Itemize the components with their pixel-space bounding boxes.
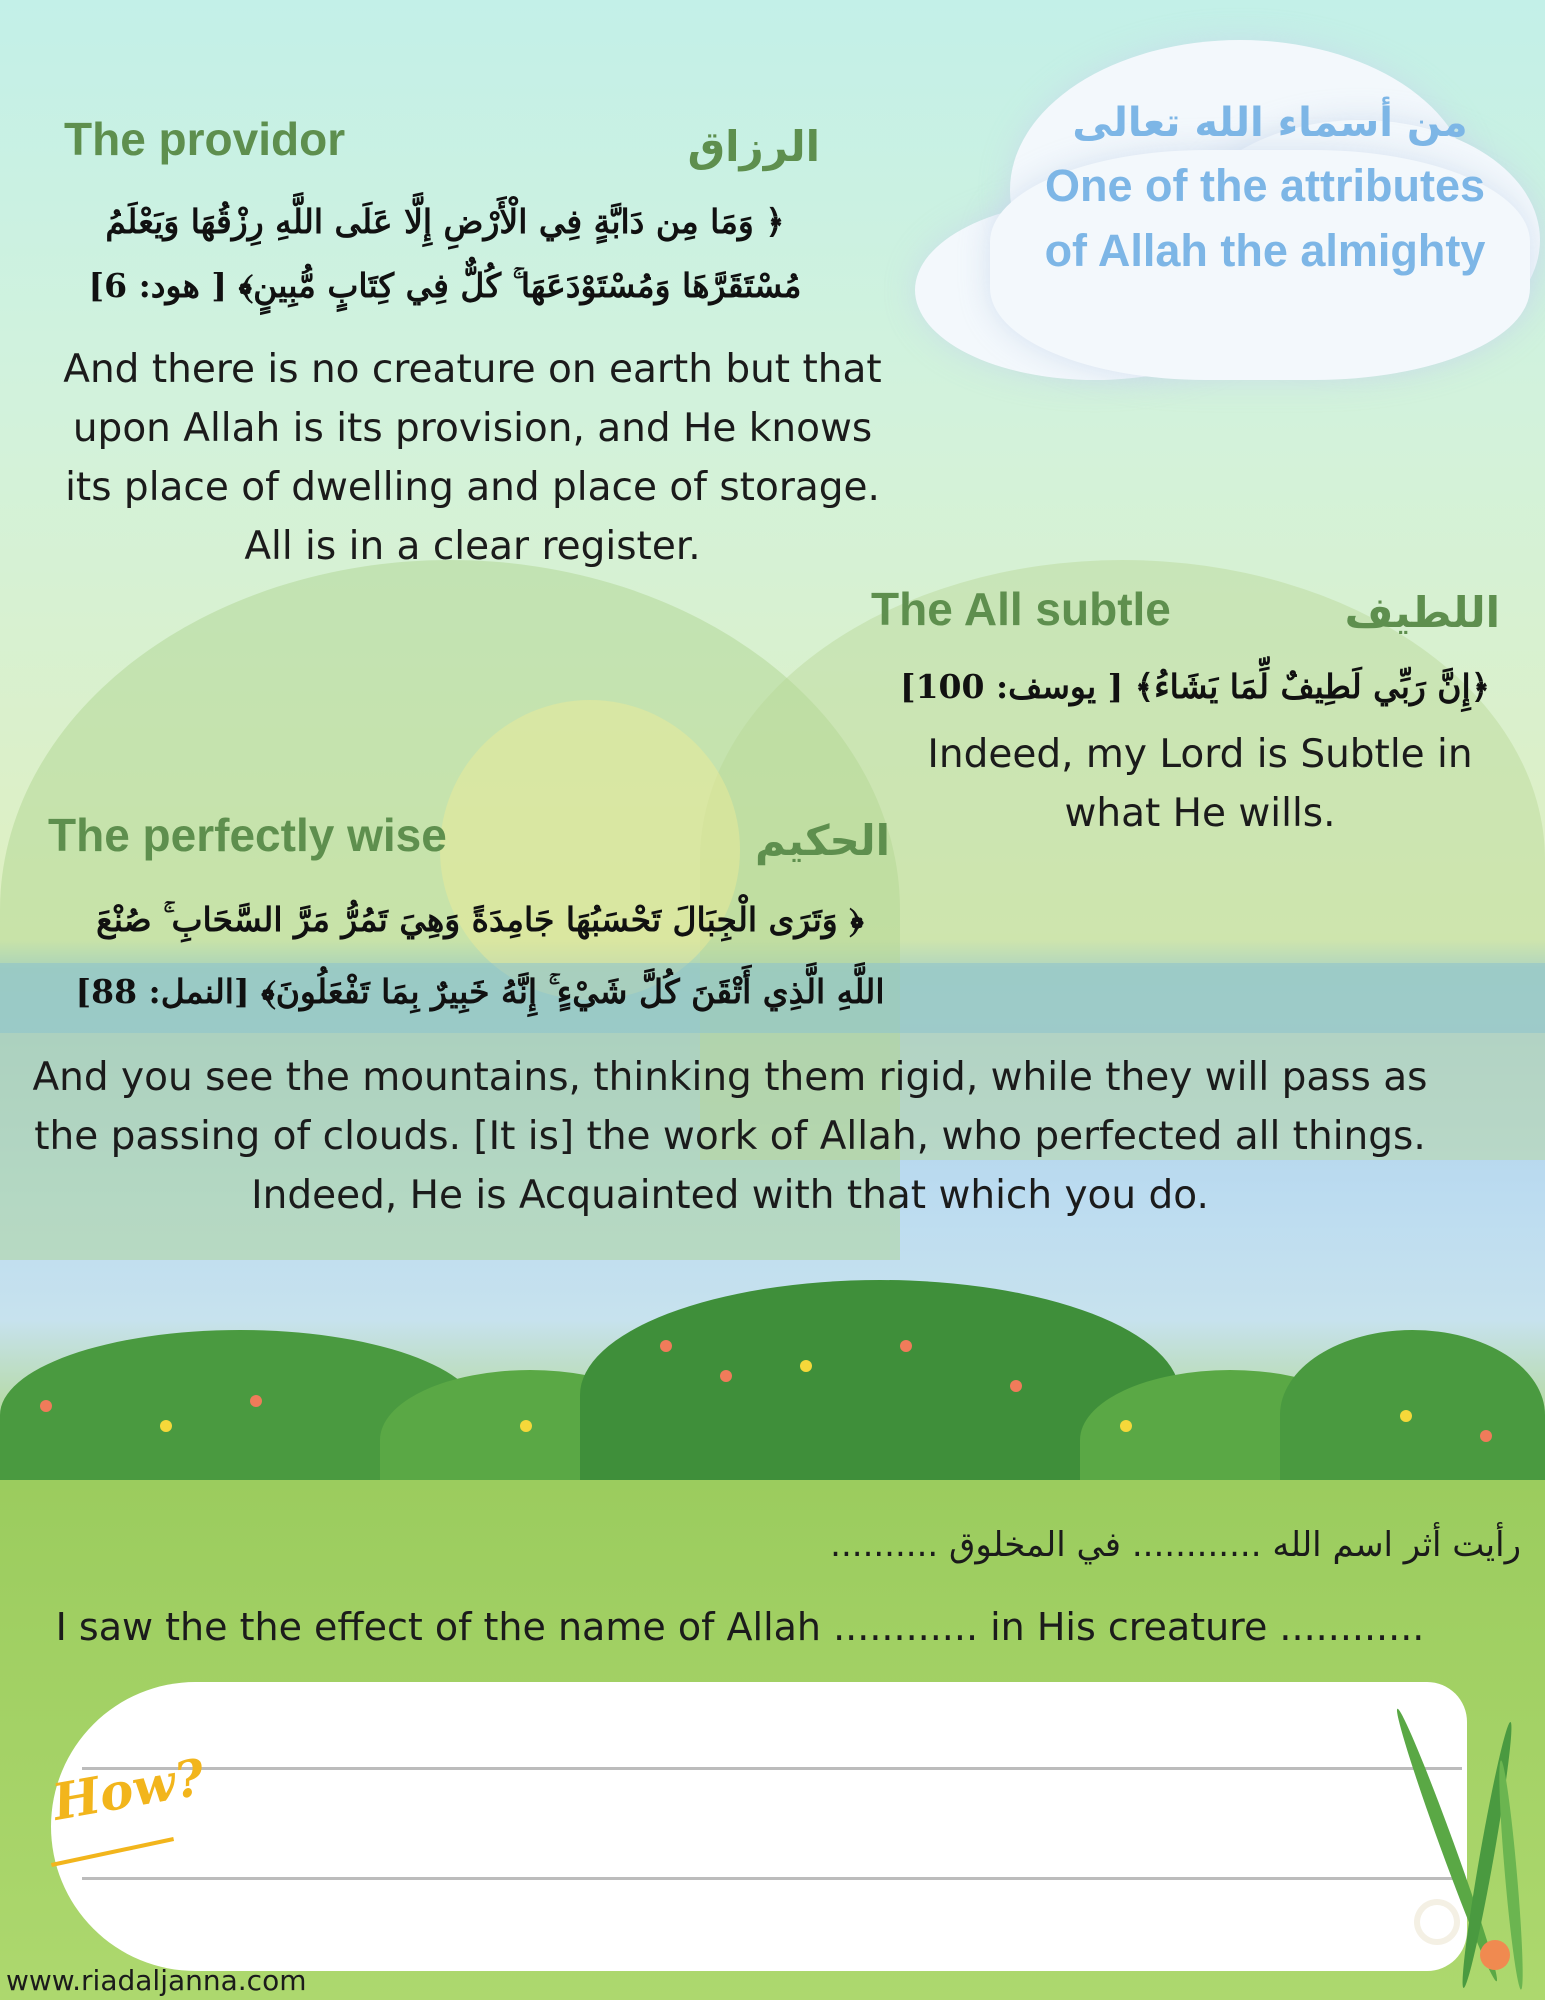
name-1-translation: And there is no creature on earth but that upon Allah is its provision, and He knows its place of dwelling and place of storage. All is in a clear register. — [63, 347, 882, 569]
name-2-verse: ﴿إِنَّ رَبِّي لَطِيفٌ لِّمَا يَشَاءُ﴾ [ يوسف: 100] — [899, 667, 1491, 706]
flower-icon — [1480, 1940, 1510, 1970]
sun — [440, 700, 740, 1000]
name-3-verse-line-1: ﴿ وَتَرَى الْجِبَالَ تَحْسَبُهَا جَامِدَةً وَهِيَ تَمُرُّ مَرَّ السَّحَابِ ۚ صُنْعَ — [96, 900, 864, 939]
prompt-en: I saw the the effect of the name of Allah ............ in His creature ............ — [55, 1605, 1425, 1649]
name-1-verse-line-2: مُسْتَقَرَّهَا وَمُسْتَوْدَعَهَا ۚ كُلٌّ فِي كِتَابٍ مُّبِينٍ﴾ [ هود: 6] — [88, 266, 802, 305]
name-2-translation: Indeed, my Lord is Subtle in what He wills. — [927, 732, 1473, 836]
name-3-verse-line-2: اللَّهِ الَّذِي أَتْقَنَ كُلَّ شَيْءٍ ۚ إِنَّهُ خَبِيرٌ بِمَا تَفْعَلُونَ﴾ [النمل: 88] — [75, 972, 885, 1011]
answer-box[interactable] — [51, 1682, 1467, 1971]
name-1-title-en: The providor — [64, 113, 346, 165]
prompt-ar: رأيت أثر اسم الله ............ في المخلوق .......... — [830, 1525, 1521, 1565]
flower-icon — [1420, 1905, 1454, 1939]
name-3-translation: And you see the mountains, thinking them rigid, while they will pass as the passing of clouds. [It is] the work of Allah, who perfected all things. Indeed, He is Acquainted with that which you do. — [32, 1055, 1428, 1218]
name-3-title-ar: الحكيم — [755, 816, 890, 865]
answer-line-1 — [82, 1767, 1462, 1770]
name-3-title-en: The perfectly wise — [48, 809, 447, 861]
name-1-title-ar: الرزاق — [687, 122, 820, 171]
name-1-verse-line-1: ﴿ وَمَا مِن دَابَّةٍ فِي الْأَرْضِ إِلَّا عَلَى اللَّهِ رِزْقُهَا وَيَعْلَمُ — [105, 202, 785, 241]
name-2-title-ar: اللطيف — [1344, 588, 1500, 637]
how-label: How? — [48, 1747, 209, 1832]
footer-url[interactable]: www.riadaljanna.com — [6, 1964, 307, 1997]
name-2-title-en: The All subtle — [871, 583, 1171, 635]
answer-line-2 — [82, 1877, 1462, 1880]
header-title-ar: من أسماء الله تعالى — [1072, 100, 1468, 146]
header-title-en-1: One of the attributes — [1044, 160, 1486, 211]
header-title-en-2: of Allah the almighty — [1044, 225, 1486, 276]
